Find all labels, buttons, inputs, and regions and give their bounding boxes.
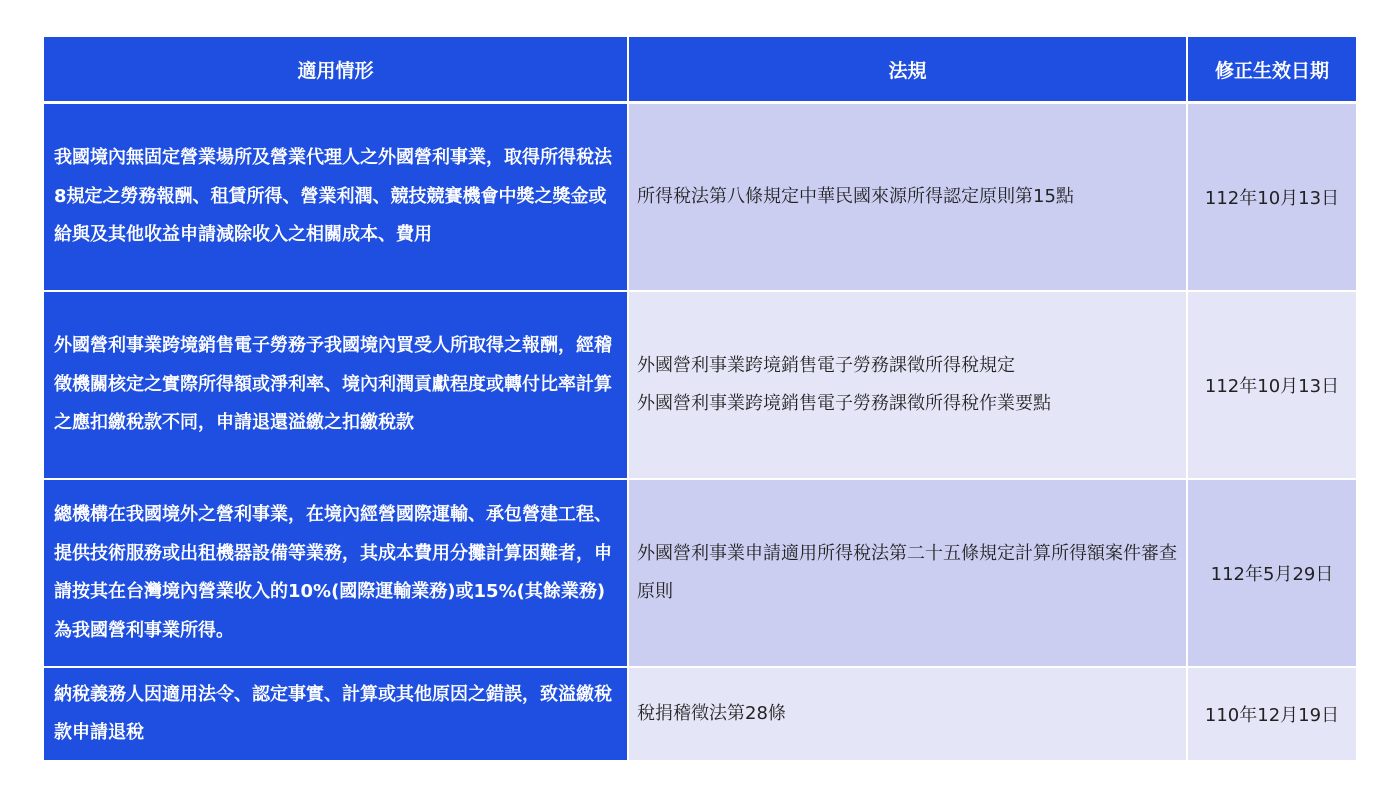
condition-cell: 外國營利事業跨境銷售電子勞務予我國境內買受人所取得之報酬，經稽徵機關核定之實際所得額或淨利率、境內利潤貢獻程度或轉付比率計算之應扣繳稅款不同，申請退還溢繳之扣繳稅款 [44, 291, 628, 479]
header-regulation: 法規 [628, 37, 1187, 103]
effective-date-cell: 112年10月13日 [1187, 103, 1356, 292]
regulations-table [44, 37, 1356, 762]
effective-date-cell: 112年5月29日 [1187, 479, 1356, 667]
effective-date-cell: 110年12月19日 [1187, 667, 1356, 761]
condition-cell: 總機構在我國境外之營利事業，在境內經營國際運輸、承包營建工程、提供技術服務或出租機器設備等業務，其成本費用分攤計算困難者，申請按其在台灣境內營業收入的10%(國際運輸業務)或15%(其餘業務)為我國營利事業所得。 [44, 479, 628, 667]
regulation-text: 稅捐稽徵法第28條 [637, 703, 786, 724]
regulation-cell [628, 667, 1187, 761]
regulation-cell [628, 291, 1187, 479]
effective-date-cell: 112年10月13日 [1187, 291, 1356, 479]
regulation-text: 外國營利事業申請適用所得稅法第二十五條規定計算所得額案件審查原則 [637, 543, 1177, 602]
header-condition: 適用情形 [44, 37, 628, 103]
table-row [44, 479, 1356, 667]
condition-cell: 我國境內無固定營業場所及營業代理人之外國營利事業，取得所得稅法8規定之勞務報酬、租賃所得、營業利潤、競技競賽機會中獎之獎金或給與及其他收益申請減除收入之相關成本、費用 [44, 103, 628, 292]
regulation-text: 外國營利事業跨境銷售電子勞務課徵所得稅作業要點 [637, 393, 1051, 414]
header-effective-date: 修正生效日期 [1187, 37, 1356, 103]
regulation-cell [628, 479, 1187, 667]
header-row [44, 37, 1356, 103]
regulation-cell [628, 103, 1187, 292]
condition-cell: 納稅義務人因適用法令、認定事實、計算或其他原因之錯誤，致溢繳稅款申請退稅 [44, 667, 628, 761]
regulation-text: 外國營利事業跨境銷售電子勞務課徵所得稅規定 [637, 355, 1015, 376]
table-row [44, 667, 1356, 761]
table-row [44, 291, 1356, 479]
regulation-text: 所得稅法第八條規定中華民國來源所得認定原則第15點 [637, 186, 1074, 207]
table-row [44, 103, 1356, 292]
